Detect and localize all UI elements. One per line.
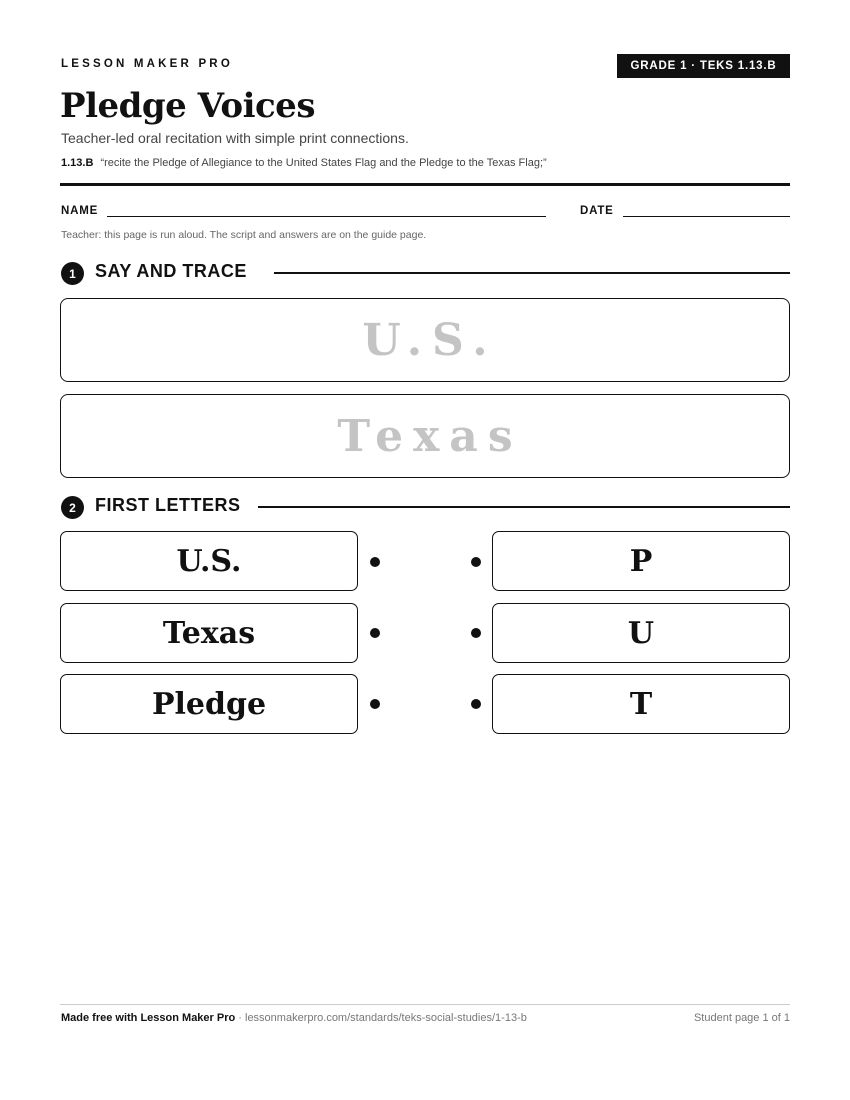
section-title: FIRST LETTERS (95, 495, 241, 515)
footer-page-number: Student page 1 of 1 (693, 1012, 790, 1024)
footer-separator: · (235, 1012, 245, 1024)
date-label: DATE (580, 205, 614, 217)
section-title: SAY AND TRACE (95, 261, 247, 281)
standard-text: “recite the Pledge of Allegiance to the United States Flag and the Pledge to the Texas Flag;” (100, 157, 547, 169)
page-subtitle: Teacher-led oral recitation with simple print connections. (61, 130, 409, 146)
brand-name: LESSON MAKER PRO (61, 58, 233, 70)
trace-word: U.S. (362, 314, 498, 366)
standard-line (61, 157, 547, 169)
match-letter-card: P (492, 531, 790, 591)
teacher-note: Teacher: this page is run aloud. The script and answers are on the guide page. (61, 229, 427, 241)
match-letter-card: U (492, 603, 790, 663)
header-divider (60, 183, 790, 186)
match-dot[interactable] (471, 557, 481, 567)
section-number-badge: 2 (61, 496, 84, 519)
match-dot[interactable] (370, 557, 380, 567)
footer-url[interactable]: lessonmakerpro.com/standards/teks-social-studies/1-13-b (245, 1012, 527, 1024)
page-title: Pledge Voices (60, 86, 315, 126)
footer-divider (60, 1004, 790, 1005)
trace-box[interactable] (60, 298, 790, 382)
match-dot[interactable] (471, 628, 481, 638)
trace-word: Texas (337, 410, 523, 462)
date-field[interactable] (623, 216, 790, 217)
grade-badge: GRADE 1 · TEKS 1.13.B (617, 54, 790, 78)
match-word-card: U.S. (60, 531, 358, 591)
name-label: NAME (61, 205, 99, 217)
match-dot[interactable] (370, 699, 380, 709)
name-field[interactable] (107, 216, 546, 217)
section-divider (258, 506, 790, 508)
match-word-card: Texas (60, 603, 358, 663)
match-letter-card: T (492, 674, 790, 734)
match-dot[interactable] (471, 699, 481, 709)
footer-credit (61, 1012, 527, 1024)
match-dot[interactable] (370, 628, 380, 638)
match-word-card: Pledge (60, 674, 358, 734)
standard-code: 1.13.B (61, 157, 94, 169)
section-number-badge: 1 (61, 262, 84, 285)
section-divider (274, 272, 790, 274)
footer-made-with: Made free with Lesson Maker Pro (61, 1012, 236, 1024)
trace-box[interactable] (60, 394, 790, 478)
